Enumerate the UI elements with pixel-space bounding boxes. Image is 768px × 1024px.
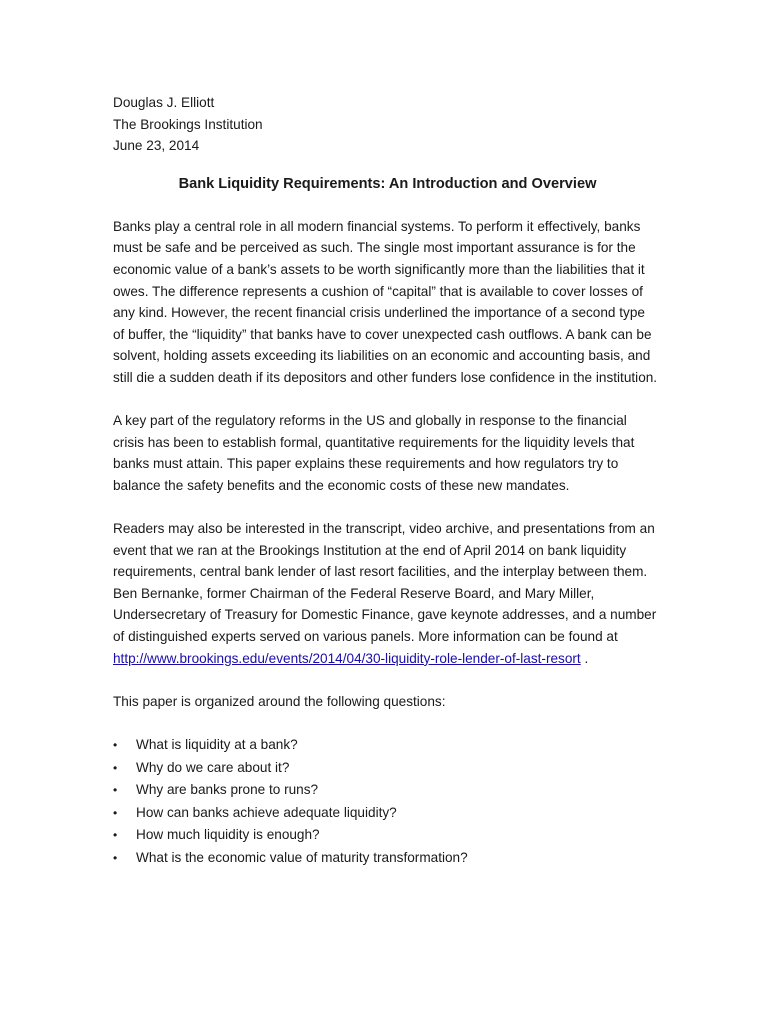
paragraph-organization: This paper is organized around the following questions: (113, 693, 446, 709)
paragraph-event-text: Readers may also be interested in the transcript, video archive, and presentations from an event that we ran at the Brookings Institution at the end of April 2014 on bank liquidity requirements, central bank lender of last resort facilities, and the interplay between them. Ben Bernanke, former Chairman of the Federal Reserve Board, and Mary Miller, Undersecretary of Treasury for Domestic Finance, gave keynote addresses, and a number of distinguished experts served on various panels. More information can be found at (113, 521, 657, 645)
bullet-icon: • (113, 805, 118, 820)
question-text: What is liquidity at a bank? (136, 737, 298, 753)
paragraph-reforms: A key part of the regulatory reforms in the US and globally in response to the financial crisis has been to establish formal, quantitative requirements for the liquidity levels that banks must attain. This paper explains these requirements and how regulators try to balance the safety benefits and the economic costs of these new mandates. (113, 413, 635, 493)
bullet-icon: • (113, 783, 118, 798)
list-item (113, 734, 658, 757)
event-link[interactable]: http://www.brookings.edu/events/2014/04/30-liquidity-role-lender-of-last-resort (113, 650, 581, 666)
paragraph-intro: Banks play a central role in all modern financial systems. To perform it effectively, banks must be safe and be perceived as such. The single most important assurance is for the economic value of a bank’s assets to be worth significantly more than the liabilities that it owes. The difference represents a cushion of “capital” that is available to cover losses of any kind. However, the recent financial crisis underlined the importance of a second type of buffer, the “liquidity” that banks have to cover unexpected cash outflows. A bank can be solvent, holding assets exceeding its liabilities on an economic and accounting basis, and still die a sudden death if its depositors and other funders lose confidence in the institution. (113, 218, 658, 385)
paragraph-event-tail: . (580, 650, 589, 666)
question-text: What is the economic value of maturity transformation? (136, 850, 468, 865)
author-block (113, 92, 658, 157)
bullet-icon: • (113, 738, 118, 753)
bullet-icon: • (113, 828, 118, 843)
list-item (113, 847, 658, 870)
question-text: Why are banks prone to runs? (136, 782, 319, 798)
author-institution: The Brookings Institution (113, 116, 263, 132)
paragraph-event (113, 518, 658, 669)
list-item (113, 824, 658, 847)
question-text: Why do we care about it? (136, 759, 290, 775)
questions-list (113, 734, 658, 870)
list-item (113, 779, 658, 802)
document-date: June 23, 2014 (113, 138, 200, 154)
bullet-icon: • (113, 760, 118, 775)
bullet-icon: • (113, 851, 118, 865)
question-text: How can banks achieve adequate liquidity? (136, 804, 397, 820)
question-text: How much liquidity is enough? (136, 827, 320, 843)
list-item (113, 757, 658, 780)
list-item (113, 802, 658, 825)
author-name: Douglas J. Elliott (113, 95, 215, 110)
document-title: Bank Liquidity Requirements: An Introduction and Overview (178, 175, 597, 192)
